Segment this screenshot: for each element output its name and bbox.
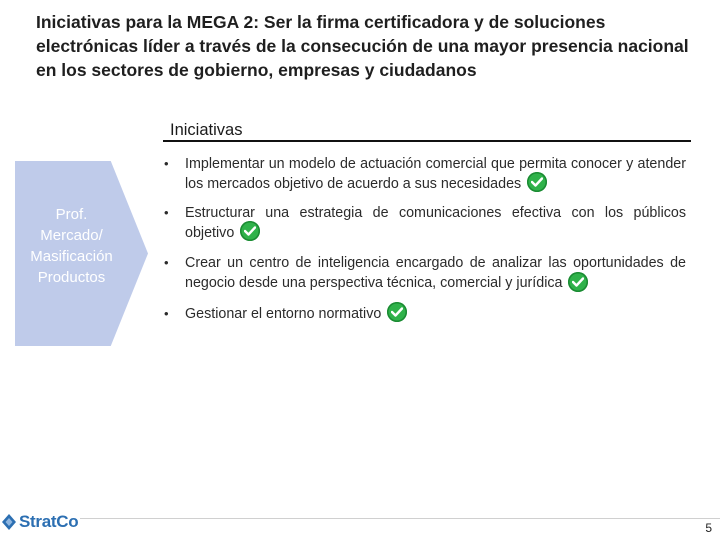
chevron-label-line: Productos <box>37 269 106 286</box>
footer-divider <box>80 518 720 519</box>
chevron-label-line: Masificación <box>30 248 113 265</box>
bullet-icon: • <box>164 205 169 221</box>
check-circle-icon <box>568 272 588 292</box>
stratco-logo <box>2 511 78 533</box>
list-item <box>162 304 686 324</box>
list-item <box>162 253 686 293</box>
section-heading <box>163 120 691 142</box>
list-item <box>162 154 686 194</box>
list-item-text: Estructurar una estrategia de comunicaciones efectiva con los públicos objetivo <box>185 205 686 242</box>
section-heading-label: Iniciativas <box>170 121 243 139</box>
list-item <box>162 203 686 243</box>
initiatives-list <box>162 154 686 324</box>
check-circle-icon <box>387 302 407 322</box>
page-number: 5 <box>705 521 712 535</box>
chevron-label-line: Prof. <box>55 206 88 223</box>
check-circle-icon <box>527 172 547 192</box>
logo-diamond-icon <box>2 514 16 530</box>
list-item-text: Gestionar el entorno normativo <box>185 305 382 322</box>
bullet-icon: • <box>164 305 169 321</box>
slide-title: Iniciativas para la MEGA 2: Ser la firma certificadora y de soluciones electrónicas líder a través de la consecución de una mayor presencia nacional en los sectores de gobierno, empresas y ciudadanos <box>36 12 689 80</box>
check-circle-icon <box>240 221 260 241</box>
chevron-label <box>15 204 128 288</box>
logo-text: StratCo <box>19 512 79 531</box>
chevron-label-line: Mercado/ <box>40 227 103 244</box>
list-item-text: Crear un centro de inteligencia encargado de analizar las oportunidades de negocio desde una perspectiva técnica, comercial y jurídica <box>185 255 686 292</box>
list-item-text: Implementar un modelo de actuación comercial que permita conocer y atender los mercados objetivo de acuerdo a sus necesidades <box>185 156 686 192</box>
bullet-icon: • <box>164 156 169 171</box>
bullet-icon: • <box>164 255 169 271</box>
